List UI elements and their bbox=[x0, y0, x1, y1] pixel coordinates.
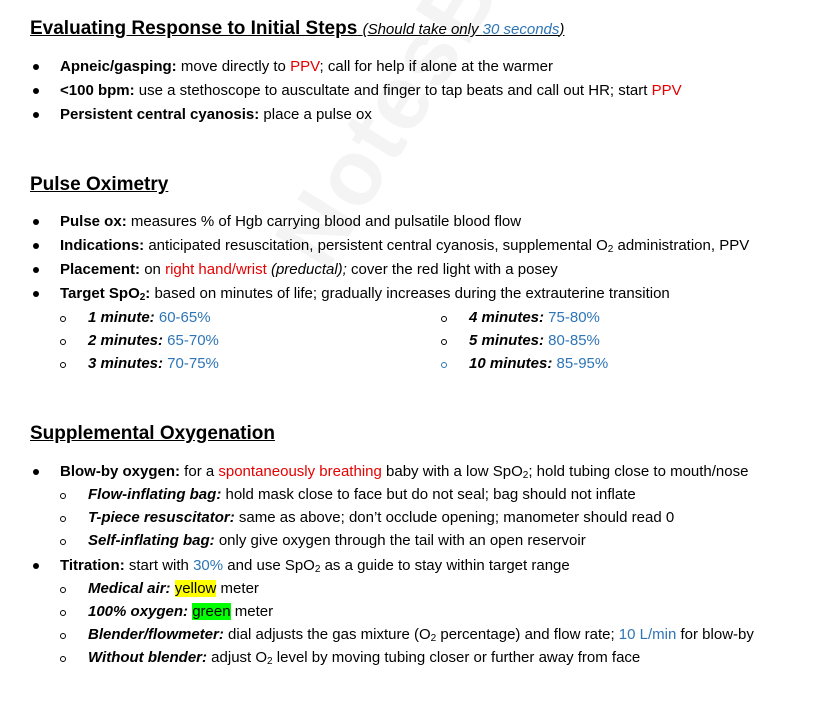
section-title-supplemental-oxygenation: Supplemental Oxygenation bbox=[30, 423, 275, 444]
target-4-minutes: 4 minutes: 75-80% bbox=[469, 309, 600, 326]
bullet-dot bbox=[33, 219, 39, 225]
sub-without-blender: Without blender: adjust $O_2$ level by moving tubing closer or further away from face bbox=[88, 649, 641, 667]
bullet-indications: Indications: anticipated resuscitation, persistent central cyanosis, supplemental $O_2$ administration, PPV bbox=[60, 237, 750, 255]
target-5-minutes: 5 minutes: 80-85% bbox=[469, 332, 600, 349]
sub-bullet-circle bbox=[441, 362, 447, 368]
bullet-dot bbox=[33, 563, 39, 569]
bullet-placement: Placement: on right hand/wrist (preductal); cover the red light with a posey bbox=[60, 261, 558, 278]
sub-bullet-circle bbox=[60, 656, 66, 662]
target-2-minutes: 2 minutes: 65-70% bbox=[88, 332, 219, 349]
sub-bullet-circle bbox=[60, 362, 66, 368]
sub-flow-inflating-bag: Flow-inflating bag: hold mask close to face but do not seal; bag should not inflate bbox=[88, 486, 636, 503]
bullet-target-spo2: Target SpO$_2$: based on minutes of life; gradually increases during the extrauterine transition bbox=[60, 285, 670, 303]
bullet-dot bbox=[33, 291, 39, 297]
sub-bullet-circle bbox=[441, 339, 447, 345]
sub-bullet-circle bbox=[60, 633, 66, 639]
sub-bullet-circle bbox=[60, 587, 66, 593]
bullet-dot bbox=[33, 243, 39, 249]
bullet-dot bbox=[33, 88, 39, 94]
sub-medical-air: Medical air: yellow meter bbox=[88, 580, 259, 597]
target-1-minute: 1 minute: 60-65% bbox=[88, 309, 211, 326]
bullet-cyanosis: Persistent central cyanosis: place a pulse ox bbox=[60, 106, 372, 123]
bullet-low-hr: <100 bpm: use a stethoscope to auscultate and finger to tap beats and call out HR; start PPV bbox=[60, 82, 682, 99]
sub-100-oxygen: 100% oxygen: green meter bbox=[88, 603, 274, 620]
sub-bullet-circle bbox=[60, 493, 66, 499]
bullet-dot bbox=[33, 112, 39, 118]
bullet-titration: Titration: start with 30% and use SpO$_2$ as a guide to stay within target range bbox=[60, 557, 570, 575]
sub-bullet-circle bbox=[60, 539, 66, 545]
section-title-initial-steps bbox=[30, 18, 564, 40]
bullet-dot bbox=[33, 267, 39, 273]
sub-self-inflating-bag: Self-inflating bag: only give oxygen through the tail with an open reservoir bbox=[88, 532, 586, 549]
bullet-apneic: Apneic/gasping: move directly to PPV; call for help if alone at the warmer bbox=[60, 58, 553, 75]
sub-bullet-circle bbox=[441, 316, 447, 322]
sub-bullet-circle bbox=[60, 339, 66, 345]
bullet-pulse-ox: Pulse ox: measures % of Hgb carrying blood and pulsatile blood flow bbox=[60, 213, 522, 230]
target-10-minutes: 10 minutes: 85-95% bbox=[469, 355, 609, 372]
section-title-pulse-oximetry: Pulse Oximetry bbox=[30, 174, 169, 195]
section-title-text: Evaluating Response to Initial Steps bbox=[30, 18, 358, 39]
sub-t-piece: T-piece resuscitator: same as above; don’t occlude opening; manometer should read 0 bbox=[88, 509, 675, 526]
bullet-dot bbox=[33, 469, 39, 475]
timing-note: (Should take only 30 seconds) bbox=[362, 21, 565, 38]
target-3-minutes: 3 minutes: 70-75% bbox=[88, 355, 219, 372]
bullet-blow-by: Blow-by oxygen: for a spontaneously breathing baby with a low SpO$_2$; hold tubing close to mouth/nose bbox=[60, 463, 749, 481]
sub-bullet-circle bbox=[60, 516, 66, 522]
sub-blender-flowmeter: Blender/flowmeter: dial adjusts the gas mixture ($O_2$ percentage) and flow rate; 10 L/min for blow-by bbox=[88, 626, 754, 644]
sub-bullet-circle bbox=[60, 316, 66, 322]
bullet-dot bbox=[33, 64, 39, 70]
sub-bullet-circle bbox=[60, 610, 66, 616]
